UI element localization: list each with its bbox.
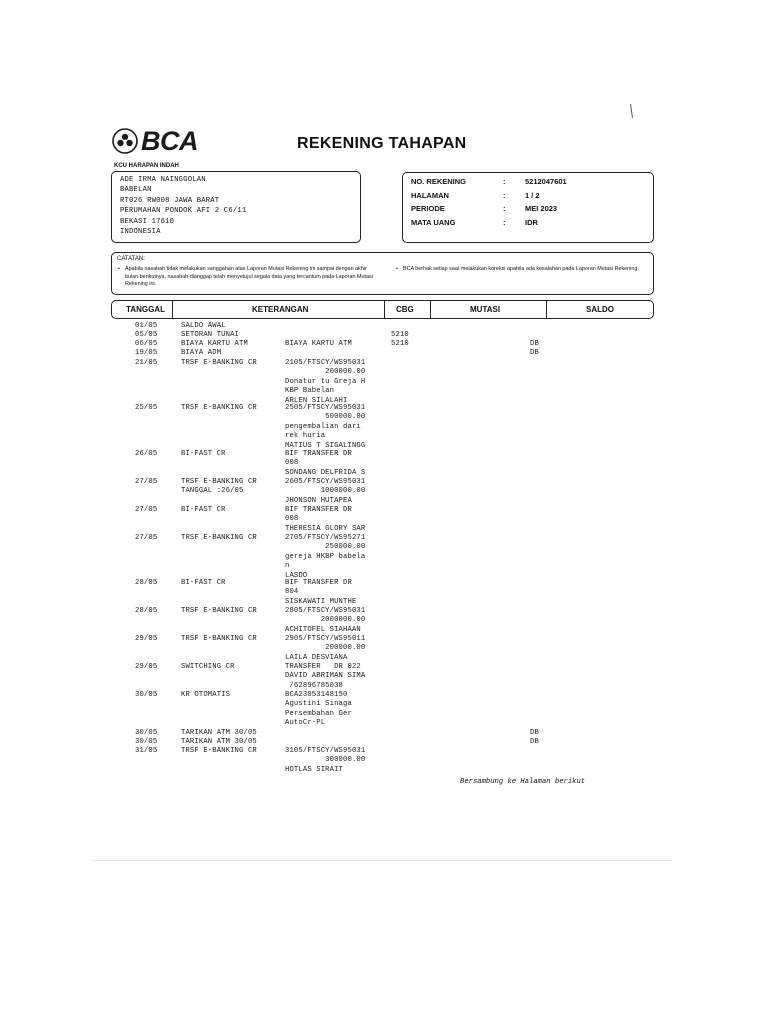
row-detail: HOTLAS SIRAIT [285,765,344,774]
row-detail: rek huria [285,432,326,441]
row-description: TRSF E-BANKING CR [181,404,257,412]
row-detail: gereja HKBP babela [285,552,366,561]
row-date: 21/05 [135,359,158,367]
row-detail: 300000.00 [285,756,366,765]
row-detail: LASDO [285,571,308,580]
row-detail: 1000000.00 [285,487,366,496]
row-date: 27/05 [135,506,158,514]
row-debit-flag: DB [530,349,539,357]
notes-box [111,252,654,295]
address-line: PERUMAHAN PONDOK AFI 2 C6/11 [120,207,247,216]
currency-label: MATA UANG [411,218,456,227]
row-detail: LAILA DESVIANA [285,653,348,662]
header-amount: MUTASI [470,305,501,314]
bank-logo [112,126,198,156]
row-detail: BCA23053148150 [285,691,348,699]
row-detail: /62896785038 [285,681,344,690]
note-item: • BCA berhak setiap saat melakukan koreksi apabila ada kesalahan pada Laporan Mutasi Rekening. [396,266,639,272]
row-description: SALDO AWAL [181,322,226,330]
account-number-value: 5212047601 [525,177,567,186]
row-description: SWITCHING CR [181,663,235,671]
row-detail: 008 [285,459,299,468]
row-description: BIAYA ADM [181,349,222,357]
row-date: 30/05 [135,691,158,699]
row-detail: JHONSON HUTAPEA [285,496,352,505]
row-detail: 008 [285,515,299,524]
page-label: HALAMAN [411,191,449,200]
row-date: 26/05 [135,450,158,458]
row-date: 30/05 [135,729,158,737]
bank-name: BCA [141,125,198,156]
address-line: ADE IRMA NAINGGOLAN [120,176,206,184]
row-date: 29/05 [135,663,158,671]
header-divider [546,301,547,318]
row-debit-flag: DB [530,729,539,737]
row-description: TRSF E-BANKING CR [181,359,257,367]
row-description: SETORAN TUNAI [181,331,240,339]
row-detail: Donatur tu Greja H [285,377,366,386]
row-description: TRSF E-BANKING CR [181,635,257,643]
row-detail: ARLEN SILALAHI [285,396,348,405]
bca-emblem-icon [112,128,138,154]
row-detail: 200000.00 [285,644,366,653]
row-description: TARIKAN ATM 30/05 [181,738,257,746]
row-detail: pengembalian dari [285,422,361,431]
branch-name: KCU HARAPAN INDAH [114,163,179,169]
account-number-label: NO. REKENING [411,177,467,186]
address-line: INDONESIA [120,228,161,237]
row-date: 28/05 [135,607,158,615]
scan-edge [92,860,672,861]
row-description: KR OTOMATIS [181,691,231,699]
row-date: 06/05 [135,340,158,348]
header-cbg: CBG [396,305,414,314]
row-date: 27/05 [135,478,158,486]
row-detail: 2705/FTSCY/WS95271 [285,534,366,542]
period-label: PERIODE [411,204,445,213]
row-detail: SONDANG DELFRIDA S [285,468,366,477]
row-detail: n [285,562,290,571]
row-detail: THERESIA GLORY SAR [285,524,366,533]
row-description: TRSF E-BANKING CR [181,478,257,486]
row-date: 01/05 [135,322,158,330]
row-description: TANGGAL :26/05 [181,487,244,496]
row-date: 05/05 [135,331,158,339]
row-date: 27/05 [135,534,158,542]
row-debit-flag: DB [530,738,539,746]
row-detail: BIAYA KARTU ATM [285,340,352,348]
continued-note: Bersambung ke Halaman berikut [460,778,586,786]
row-detail: 3105/FTSCY/WS95031 [285,747,366,755]
row-date: 31/05 [135,747,158,755]
document-title: REKENING TAHAPAN [297,135,467,152]
note-item: • Apabila nasabah tidak melakukan sanggahan atas Laporan Mutasi Rekening ini sampai dengan akhir bulan berikutnya, nasabah dianggap telah menyetujui segala data yang tercantum pada Laporan Mutasi Rekening ini. [118,266,373,288]
row-cbg: 5210 [391,340,409,348]
row-detail: KBP Babelan [285,387,335,396]
row-detail: 500000.00 [285,413,366,422]
row-detail: 2505/FTSCY/WS95031 [285,404,366,412]
row-detail: Agustini Sinaga [285,700,352,709]
row-date: 29/05 [135,635,158,643]
row-detail: BIF TRANSFER DR [285,506,352,514]
row-detail: SISKAWATI MUNTHE [285,597,357,606]
row-detail: AutoCr-PL [285,719,326,728]
customer-address-box [111,171,361,243]
header-divider [172,301,173,318]
row-debit-flag: DB [530,340,539,348]
address-line: BEKASI 17610 [120,217,175,226]
notes-title: CATATAN: [117,256,145,262]
row-description: TARIKAN ATM 30/05 [181,729,257,737]
row-detail: 2605/FTSCY/WS95031 [285,478,366,486]
row-detail: 200000.00 [285,368,366,377]
row-detail: 250000.00 [285,543,366,552]
row-detail: 804 [285,588,299,597]
header-divider [384,301,385,318]
row-description: TRSF E-BANKING CR [181,607,257,615]
page-value: 1 / 2 [525,191,540,200]
row-detail: 2805/FTSCY/WS95031 [285,607,366,615]
scan-mark [630,104,633,118]
header-date: TANGGAL [126,305,165,314]
row-detail: 2000000.00 [285,616,366,625]
row-date: 30/05 [135,738,158,746]
row-description: BI-FAST CR [181,579,226,587]
header-description: KETERANGAN [252,305,309,314]
row-description: TRSF E-BANKING CR [181,747,257,755]
address-line: RT026 RW008 JAWA BARAT [120,196,220,205]
row-detail: BIF TRANSFER DR [285,450,352,458]
table-header [111,300,654,319]
row-date: 19/05 [135,349,158,357]
row-detail: ACHITOFEL SIAHAAN [285,625,361,634]
header-divider [430,301,431,318]
period-value: MEI 2023 [525,204,558,213]
row-description: BIAYA KARTU ATM [181,340,248,348]
row-description: TRSF E-BANKING CR [181,534,257,542]
row-detail: 2105/FTSCY/WS95031 [285,359,366,367]
row-description: BI-FAST CR [181,506,226,514]
row-description: BI-FAST CR [181,450,226,458]
row-date: 28/05 [135,579,158,587]
row-detail: DAVID ABRIMAN SIMA [285,672,366,681]
row-detail: 2905/FTSCY/WS95011 [285,635,366,643]
account-info-box: NO. REKENING : 5212047601 HALAMAN : 1 / 2 PERIODE : MEI 2023 MATA UANG : IDR [402,172,654,243]
header-balance: SALDO [586,305,614,314]
currency-value: IDR [525,218,538,227]
row-detail: TRANSFER DR 022 [285,663,361,671]
address-line: BABELAN [120,186,152,195]
row-detail: MATIUS T SIGALINGG [285,441,366,450]
row-date: 25/05 [135,404,158,412]
row-detail: BIF TRANSFER DR [285,579,352,587]
row-cbg: 5210 [391,331,409,339]
row-detail: Persembahan Ger [285,709,352,718]
